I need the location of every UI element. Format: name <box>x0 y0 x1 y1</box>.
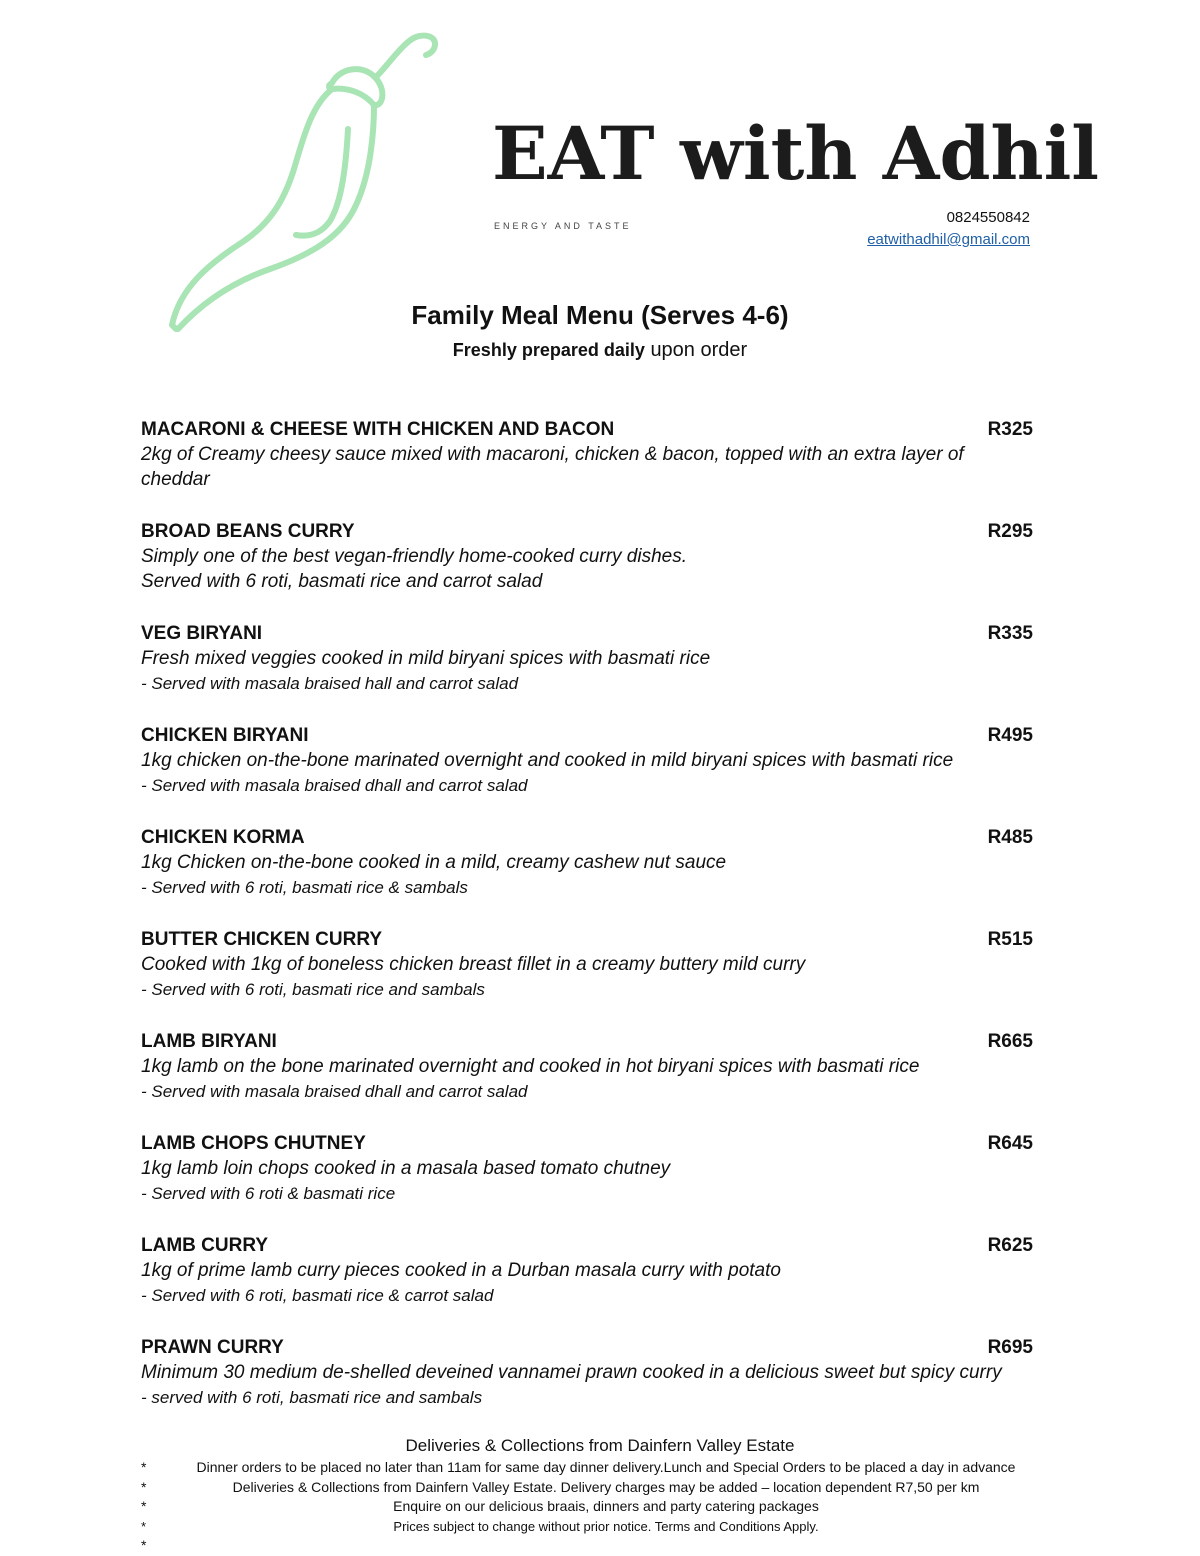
menu-item-price: R695 <box>987 1337 1033 1358</box>
footer-note-text: Deliveries & Collections from Dainfern Valley Estate. Delivery charges may be added – location dependent R7,50 per km <box>232 1478 980 1495</box>
menu-item-price: R625 <box>987 1235 1033 1256</box>
brand-title: EAT with Adhil <box>492 111 1100 197</box>
footer-title: Deliveries & Collections from Dainfern Valley Estate <box>405 1436 795 1455</box>
bullet: * <box>141 1537 147 1553</box>
menu-item-price: R645 <box>987 1133 1033 1154</box>
menu-item-served-with: - Served with 6 roti, basmati rice & sambals <box>141 878 468 897</box>
menu-item-price: R325 <box>987 419 1033 440</box>
menu-item-name: CHICKEN KORMA <box>141 827 305 848</box>
menu-item-served-with: - Served with masala braised dhall and carrot salad <box>141 776 528 795</box>
menu-item <box>141 418 1033 520</box>
menu-title: Family Meal Menu (Serves 4-6) <box>411 300 789 330</box>
menu-item-served-with: - Served with 6 roti, basmati rice & carrot salad <box>141 1286 494 1305</box>
email-link[interactable]: eatwithadhil@gmail.com <box>867 231 1030 248</box>
menu-item-served-with: - Served with 6 roti & basmati rice <box>141 1184 396 1203</box>
menu-item <box>141 724 1033 826</box>
menu-item-description: Cooked with 1kg of boneless chicken breast fillet in a creamy buttery mild curry <box>141 954 806 975</box>
menu-item <box>141 1132 1033 1234</box>
menu-item-served-with: - served with 6 roti, basmati rice and sambals <box>141 1388 483 1407</box>
menu-item-price: R495 <box>987 725 1033 746</box>
menu-item-description: 1kg of prime lamb curry pieces cooked in a Durban masala curry with potato <box>141 1260 781 1281</box>
menu-subtitle-bold: Freshly prepared daily <box>452 340 645 360</box>
bullet: * <box>141 1498 147 1514</box>
menu-item <box>141 826 1033 928</box>
menu-item <box>141 928 1033 1030</box>
menu-item <box>141 1030 1033 1132</box>
bullet: * <box>141 1518 147 1534</box>
footer-note <box>0 1536 1200 1556</box>
footer-note <box>0 1497 1200 1517</box>
menu-item-price: R295 <box>987 521 1033 542</box>
menu-item-served-with: - Served with 6 roti, basmati rice and sambals <box>141 980 485 999</box>
menu-item-name: VEG BIRYANI <box>141 623 263 644</box>
menu-item <box>141 622 1033 724</box>
menu-item-name: LAMB CURRY <box>141 1235 269 1256</box>
menu-item-description: 1kg chicken on-the-bone marinated overnight and cooked in mild biryani spices with basmati rice <box>141 750 954 771</box>
menu-item-price: R665 <box>987 1031 1033 1052</box>
menu-item <box>141 1234 1033 1336</box>
menu-item-description: Minimum 30 medium de-shelled deveined vannamei prawn cooked in a delicious sweet but spicy curry <box>141 1362 1002 1383</box>
menu-item-description: Fresh mixed veggies cooked in mild biryani spices with basmati rice <box>141 648 711 669</box>
footer-note <box>0 1517 1200 1537</box>
menu-items-list <box>141 418 1033 1438</box>
menu-item-name: CHICKEN BIRYANI <box>141 725 309 746</box>
menu-item-description: 1kg lamb on the bone marinated overnight and cooked in hot biryani spices with basmati rice <box>141 1056 920 1077</box>
menu-item <box>141 1336 1033 1438</box>
menu-item-price: R515 <box>987 929 1033 950</box>
bullet: * <box>141 1459 147 1475</box>
menu-item-price: R335 <box>987 623 1033 644</box>
menu-item-served-with: - Served with masala braised hall and carrot salad <box>141 674 519 693</box>
menu-item-name: PRAWN CURRY <box>141 1337 284 1358</box>
chili-pepper-icon <box>160 25 450 340</box>
menu-item-description: 1kg lamb loin chops cooked in a masala based tomato chutney <box>141 1158 671 1179</box>
menu-item-name: BUTTER CHICKEN CURRY <box>141 929 383 950</box>
menu-item-description: 1kg Chicken on-the-bone cooked in a mild, creamy cashew nut sauce <box>141 852 727 873</box>
bullet: * <box>141 1478 147 1495</box>
menu-item-name: MACARONI & CHEESE WITH CHICKEN AND BACON <box>141 419 615 440</box>
menu-item-served-with: Served with 6 roti, basmati rice and carrot salad <box>141 571 543 592</box>
menu-subtitle-rest: upon order <box>650 339 748 361</box>
footer-note <box>0 1478 1200 1498</box>
footer-note <box>0 1458 1200 1478</box>
brand-tagline: ENERGY AND TASTE <box>494 221 632 231</box>
menu-item-name: LAMB CHOPS CHUTNEY <box>141 1133 366 1154</box>
menu-item-price: R485 <box>987 827 1033 848</box>
menu-item-name: LAMB BIRYANI <box>141 1031 277 1052</box>
menu-item-served-with: - Served with masala braised dhall and carrot salad <box>141 1082 528 1101</box>
menu-item-description: Simply one of the best vegan-friendly home-cooked curry dishes. <box>141 546 687 567</box>
menu-item <box>141 520 1033 622</box>
menu-subtitle <box>0 339 1200 362</box>
contact-block <box>867 207 1030 251</box>
menu-item-name: BROAD BEANS CURRY <box>141 521 355 542</box>
footer-note-text: Dinner orders to be placed no later than 11am for same day dinner delivery.Lunch and Special Orders to be placed a day in advance <box>196 1459 1016 1475</box>
footer <box>0 1434 1200 1556</box>
footer-note-text: Prices subject to change without prior notice. Terms and Conditions Apply. <box>393 1518 819 1534</box>
phone-number: 0824550842 <box>946 209 1030 226</box>
menu-item-description: 2kg of Creamy cheesy sauce mixed with macaroni, chicken & bacon, topped with an extra layer of cheddar <box>141 444 964 490</box>
footer-note-text: Enquire on our delicious braais, dinners and party catering packages <box>393 1498 819 1514</box>
